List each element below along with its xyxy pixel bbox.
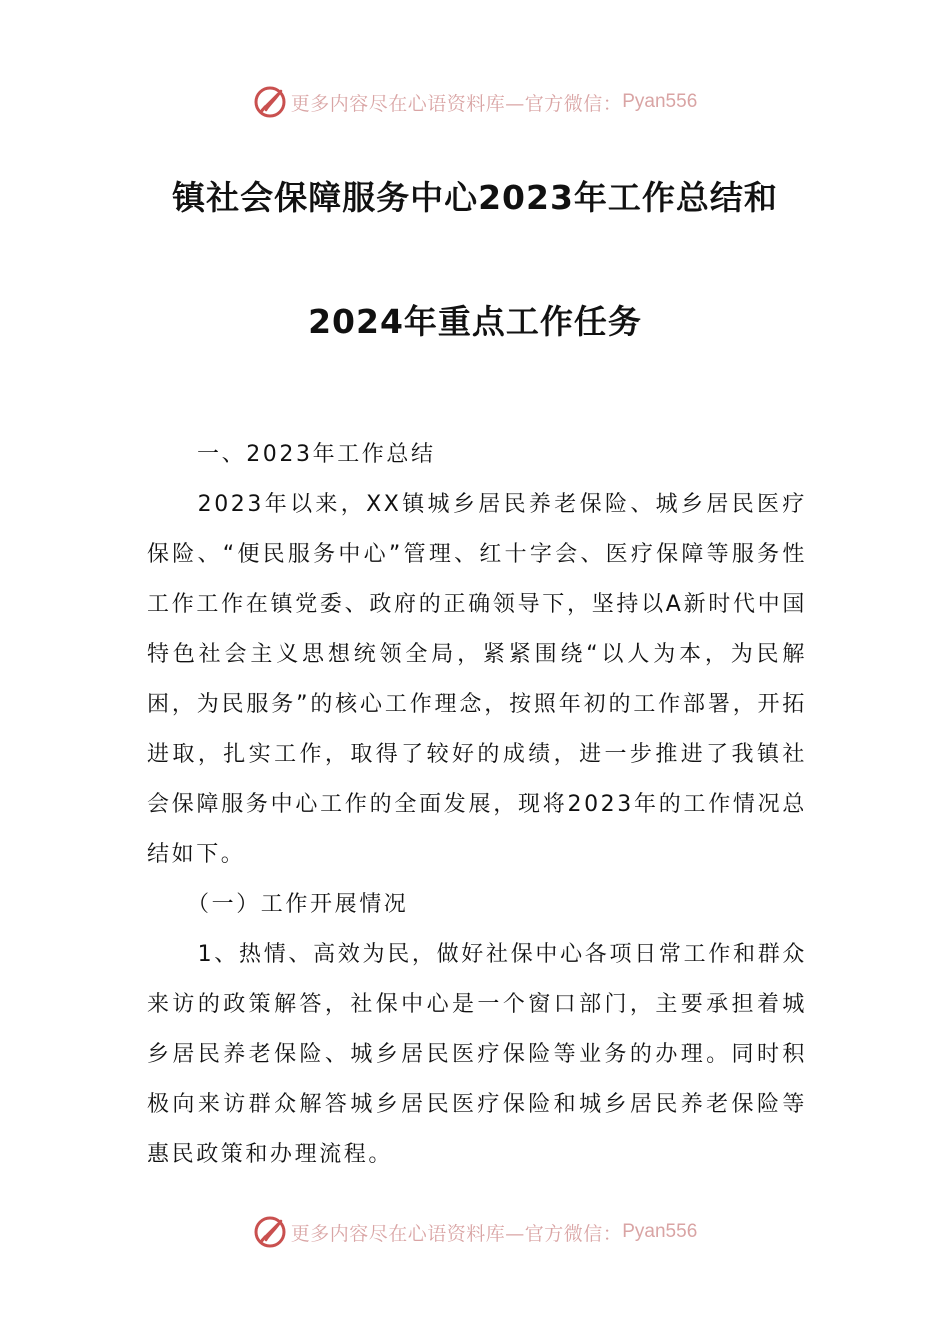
- wechat-id: Pyan556: [622, 1221, 698, 1242]
- document-title-line1: 镇社会保障服务中心2023年工作总结和: [172, 178, 778, 217]
- quill-logo-icon: [253, 85, 287, 119]
- wechat-id: Pyan556: [622, 91, 698, 112]
- watermark-banner-bottom: [0, 1212, 950, 1252]
- section-heading: 一、2023年工作总结: [197, 442, 436, 467]
- subsection-heading: （一）工作开展情况: [187, 892, 409, 917]
- watermark-text: 更多内容尽在心语资料库—官方微信：: [290, 92, 623, 115]
- watermark-text: 更多内容尽在心语资料库—官方微信：: [290, 1222, 623, 1245]
- intro-paragraph: 2023年以来，XX镇城乡居民养老保险、城乡居民医疗保险、“便民服务中心”管理、红十字会、医疗保障等服务性工作工作在镇党委、政府的正确领导下，坚持以A新时代中国特色社会主义思想统领全局，紧紧围绕“以人为本，为民解困，为民服务”的核心工作理念，按照年初的工作部署，开拓进取，扎实工作，取得了较好的成绩，进一步推进了我镇社会保障服务中心工作的全面发展，现将2023年的工作情况总结如下。: [147, 492, 807, 867]
- quill-logo-icon: [253, 1215, 287, 1249]
- watermark-banner-top: [0, 82, 950, 122]
- document-body: [147, 430, 807, 1180]
- item1-paragraph: 1、热情、高效为民，做好社保中心各项日常工作和群众来访的政策解答，社保中心是一个窗口部门，主要承担着城乡居民养老保险、城乡居民医疗保险等业务的办理。同时积极向来访群众解答城乡居民医疗保险和城乡居民养老保险等惠民政策和办理流程。: [147, 942, 807, 1167]
- document-title-line2: 2024年重点工作任务: [308, 302, 642, 341]
